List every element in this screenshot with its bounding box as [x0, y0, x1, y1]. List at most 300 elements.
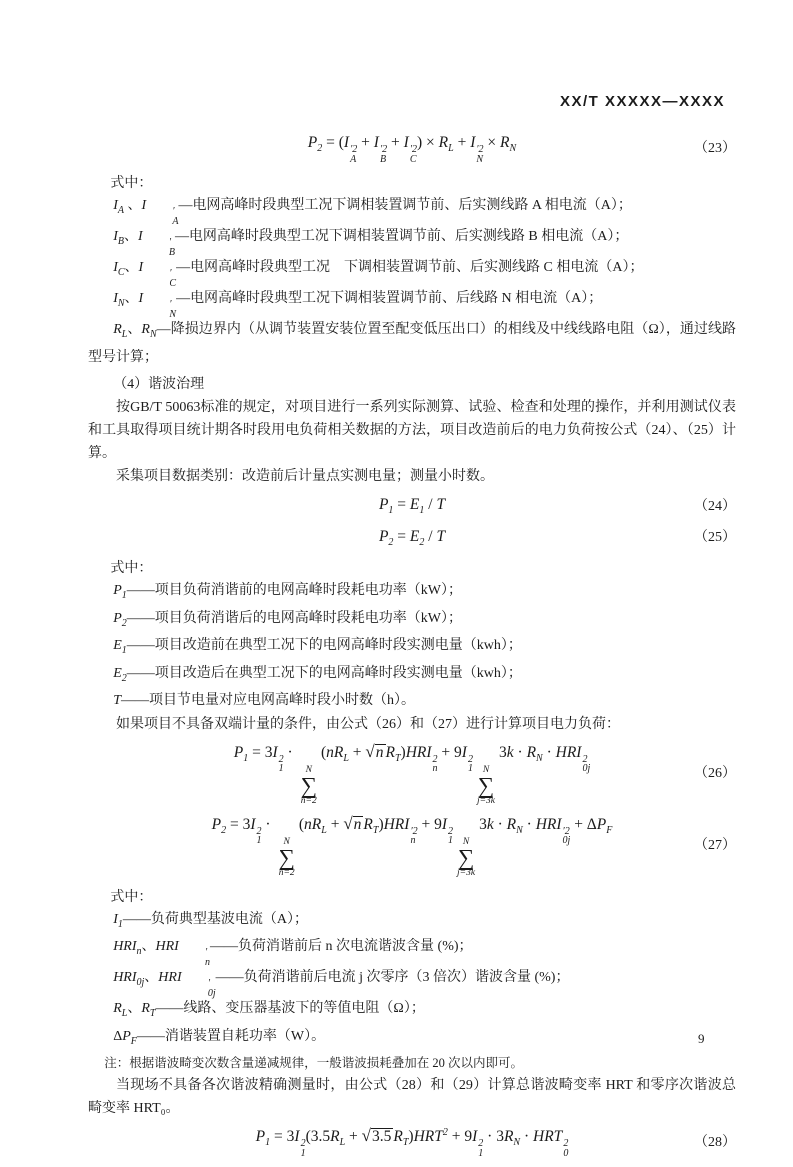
math-token: P [211, 815, 222, 833]
definition-description: ——项目负荷消谐前的电网高峰时段耗电功率（kW）； [126, 583, 462, 598]
subscript: n [432, 763, 438, 774]
math-token: R [363, 815, 373, 833]
definition-term [113, 198, 179, 227]
math-token: nR [326, 743, 344, 761]
math-token: × [483, 134, 501, 151]
superscript: 2 [563, 1138, 569, 1149]
page-number: 9 [698, 1031, 705, 1046]
math-token: I [373, 134, 379, 151]
math-token: (3.5 [305, 1128, 331, 1145]
subscript: 1 [467, 763, 473, 774]
formula-28 [88, 1127, 736, 1158]
definition-term [113, 665, 127, 684]
math-token: I [138, 260, 144, 275]
subscript: 1 [478, 1147, 484, 1159]
subscript: N [476, 153, 484, 165]
definition-term [113, 583, 127, 601]
math-token: 、 [144, 970, 159, 985]
sigma-sum [278, 837, 294, 878]
subscript: 2 [419, 536, 425, 548]
subscript: 1 [419, 505, 425, 516]
superscript: 2 [278, 753, 284, 765]
subscript: B [379, 153, 387, 165]
sum-upper-limit: N [482, 764, 490, 775]
formula-number: （23） [694, 140, 736, 156]
radical-sign: √ [365, 741, 375, 761]
superscript: ′ [168, 237, 172, 248]
subscript: N [149, 329, 157, 340]
radical-sign: √ [361, 1126, 371, 1145]
math-token: = [393, 527, 410, 545]
paragraph: 按GB/T 50063标准的规定，对项目进行一系列实际测算、试验、检查和处理的操作，并利用测试仪表和工具取得项目统计期各时段用电负荷相关数据的方法，项目改造前后的电力负荷按公式（24）、（25）计算。 [88, 400, 736, 461]
formula-body [148, 815, 676, 878]
standard-code-header: XX/T XXXXX—XXXX [559, 93, 725, 110]
subscript: 2 [121, 617, 127, 629]
definition-term [113, 1028, 137, 1047]
sigma-sum [457, 837, 475, 878]
math-token: R [141, 1001, 150, 1016]
sum-lower-limit: n=2 [300, 795, 317, 806]
formula-25 [88, 527, 736, 550]
sum-upper-limit: N [462, 836, 470, 847]
note-line: 注：根据谐波畸变次数含量递减规律，一般谐波损耗叠加在 20 次以内即可。 [104, 1056, 524, 1070]
subscript: L [343, 752, 349, 764]
subscript: N [513, 1137, 521, 1148]
math-token: 、 [124, 260, 139, 275]
math-token: + [387, 134, 404, 151]
definition-description: —电网高峰时段典型工况下调相装置调节前、后线路 N 相电流（A）； [176, 291, 603, 306]
math-token: 、 [123, 229, 138, 244]
math-token: + 9 [417, 815, 442, 833]
math-token: I [113, 229, 118, 244]
formula-27 [88, 815, 736, 878]
math-token: R [393, 1128, 403, 1145]
where-label: 式中： [110, 889, 153, 905]
math-token: I [113, 198, 118, 213]
radical [362, 1128, 394, 1145]
math-token: · [283, 743, 297, 761]
subscript: 1 [265, 1137, 271, 1148]
math-token: R [500, 134, 510, 151]
definition-item [88, 226, 736, 257]
script-stack [467, 755, 473, 774]
definition-term [113, 911, 123, 930]
formula-number: （27） [694, 838, 736, 854]
subscript: 1 [243, 752, 249, 764]
math-token: P [255, 1128, 266, 1145]
math-token: P [113, 583, 122, 598]
script-stack [143, 300, 176, 319]
math-token: ( [320, 743, 327, 761]
subscript: N [169, 308, 177, 320]
script-stack [562, 827, 571, 846]
formula-number: （28） [694, 1134, 736, 1150]
math-token: HRI [155, 939, 179, 954]
superscript: ′ [205, 947, 208, 958]
math-token: E [409, 527, 420, 545]
subscript: B [117, 236, 124, 247]
script-stack [143, 238, 175, 257]
sigma-symbol: ∑ [477, 772, 495, 798]
math-token: 、 [141, 939, 156, 954]
math-token: 3 [499, 743, 507, 761]
definition-description: ——线路、变压器基波下的等值电阻（Ω）； [155, 1001, 425, 1016]
subscript: 2 [317, 143, 323, 154]
math-token: P [307, 134, 318, 151]
subscript: L [121, 1008, 128, 1019]
subscript: 1 [121, 645, 127, 656]
math-token: HRI [158, 970, 182, 985]
math-token: P [113, 610, 122, 626]
script-stack [179, 948, 210, 967]
math-token: ) × [417, 134, 439, 151]
subscript: 1 [278, 763, 284, 774]
subscript: 0j [207, 987, 216, 999]
sum-lower-limit: j=3k [476, 795, 495, 806]
math-token: R [506, 815, 517, 833]
superscript: 2 [432, 753, 438, 765]
definition-description: —电网高峰时段典型工况下调相装置调节前、后实测线路 B 相电流（A）； [174, 229, 629, 244]
math-token: + [345, 1128, 362, 1145]
math-token: HRI [405, 743, 432, 761]
formula-number: （24） [694, 498, 736, 514]
subscript: L [339, 1137, 346, 1148]
math-token: + [453, 134, 471, 151]
math-token: · 3 [483, 1128, 504, 1145]
sigma-sum [477, 765, 495, 806]
subscript: 2 [388, 536, 394, 548]
definition-term [113, 693, 121, 708]
superscript: ′ [207, 978, 210, 989]
definition-description: —电网高峰时段典型工况下调相装置调节前、后实测线路 A 相电流（A）； [178, 198, 632, 213]
definition-description: ——负荷消谐前后 n 次电流谐波含量 (%)； [210, 939, 473, 954]
math-token: 、 [127, 322, 142, 337]
script-stack [447, 827, 453, 846]
where-label: 式中： [110, 176, 153, 191]
math-token: 、 [124, 291, 139, 306]
superscript: ′2 [350, 144, 358, 155]
radical-sign: √ [343, 813, 353, 833]
math-token: k [486, 815, 494, 833]
formula-number: （26） [694, 766, 736, 782]
radicand: 3.5 [371, 1128, 392, 1145]
definition-item [88, 909, 736, 937]
math-token: I [113, 911, 118, 927]
math-token: = 3 [226, 815, 251, 833]
math-token: 、 [123, 198, 142, 213]
math-token: + [357, 134, 374, 151]
superscript: 2 [467, 753, 473, 765]
sigma-symbol: ∑ [278, 844, 295, 870]
section-heading: （4）谐波治理 [113, 377, 205, 392]
subscript: C [409, 153, 417, 165]
subscript: n [136, 946, 142, 957]
formula-body [148, 1127, 676, 1158]
subscript: T [394, 752, 401, 764]
superscript: 2 [442, 1127, 448, 1138]
subscript: L [321, 824, 327, 836]
math-token: E [113, 638, 122, 653]
math-token: I [113, 291, 118, 306]
math-token: + [348, 743, 366, 761]
math-token: T [436, 527, 446, 545]
definition-description: ——负荷消谐前后电流 j 次零序（3 倍次）谐波含量 (%)； [215, 970, 570, 985]
math-token: ) [408, 1128, 414, 1145]
subscript: L [121, 329, 128, 340]
definition-description: ——消谐装置自耗功率（W）。 [136, 1028, 326, 1044]
subscript: 1 [300, 1147, 306, 1159]
definition-term [113, 1001, 156, 1019]
script-stack [146, 207, 178, 226]
definition-item [88, 998, 736, 1026]
definition-term [113, 260, 177, 289]
math-token: I [137, 229, 143, 244]
superscript: ′2 [562, 825, 570, 837]
superscript: ′2 [476, 144, 484, 155]
subscript: N [516, 824, 523, 836]
math-token: R [141, 322, 150, 337]
definition-description: ——项目节电量对应电网高峰时段小时数（h）。 [120, 693, 415, 708]
subscript: 1 [256, 835, 262, 846]
sum-lower-limit: n=2 [278, 867, 295, 878]
paragraph: 采集项目数据类别：改造前后计量点实测电量；测量小时数。 [116, 469, 494, 484]
math-token: = 3 [270, 1128, 295, 1145]
subscript: L [448, 143, 454, 154]
math-token: R [526, 743, 537, 761]
superscript: ′2 [409, 144, 417, 155]
definition-description: —电网高峰时段典型工况 下调相装置调节前、后实测线路 C 相电流（A）； [176, 260, 644, 275]
math-token: HRI [555, 743, 582, 761]
definition-item [88, 967, 736, 998]
subscript: B [168, 246, 175, 258]
formula-26 [88, 743, 736, 806]
superscript: 2 [478, 1138, 484, 1149]
math-token: P [233, 743, 244, 761]
math-token: Δ [113, 1028, 123, 1044]
paragraph: 当现场不具备各次谐波精确测量时，由公式（28）和（29）计算总谐波畸变率 HRT 和零序次谐波总畸变率 HRT₀。 [88, 1078, 736, 1116]
math-token: = 3 [248, 743, 273, 761]
sigma-symbol: ∑ [300, 772, 317, 798]
subscript: 0j [582, 763, 591, 774]
definition-description: ——项目改造后在典型工况下的电网高峰时段实测电量（kwh）； [126, 665, 522, 681]
formula-23 [88, 133, 736, 164]
math-token: = [393, 496, 410, 513]
math-token: · [542, 743, 556, 761]
superscript: ′ [169, 268, 172, 279]
math-token: T [113, 693, 121, 708]
math-token: P [596, 815, 607, 833]
superscript: ′ [169, 299, 172, 310]
math-token: HRT [413, 1128, 443, 1145]
superscript: ′2 [379, 144, 388, 155]
definition-item [88, 936, 736, 967]
subscript: n [410, 835, 416, 846]
script-stack [475, 145, 483, 164]
subscript: N [509, 143, 517, 154]
script-stack [182, 979, 216, 998]
subscript: C [117, 267, 125, 278]
math-token: I [294, 1128, 300, 1145]
math-token: R [438, 134, 449, 151]
superscript: 2 [256, 825, 262, 837]
superscript: 2 [300, 1138, 306, 1149]
script-stack [409, 145, 417, 164]
definition-item [88, 580, 736, 608]
math-token: HRT [533, 1128, 563, 1145]
definition-item [88, 1026, 736, 1054]
definition-item [88, 635, 736, 663]
formula-24 [88, 495, 736, 518]
math-token: HRI [113, 939, 137, 954]
math-token: R [503, 1128, 514, 1145]
math-token: I [138, 291, 144, 306]
subscript: N [536, 752, 543, 764]
definition-item [88, 663, 736, 691]
definition-term [113, 291, 177, 320]
definition-item [88, 257, 736, 288]
math-token: I [343, 134, 350, 151]
math-token: R [113, 1001, 122, 1016]
math-token: HRI [113, 970, 137, 985]
definition-term [113, 322, 157, 340]
radicand: n [375, 743, 384, 761]
math-token: · [261, 815, 275, 833]
paragraph: 如果项目不具备双端计量的条件，由公式（26）和（27）进行计算项目电力负荷： [116, 716, 620, 732]
math-token: HRI [383, 815, 410, 833]
math-token: nR [304, 815, 322, 833]
subscript: C [169, 277, 177, 289]
subscript: n [205, 956, 211, 968]
math-token: · [520, 1128, 534, 1145]
definition-term [113, 970, 216, 999]
definition-item [88, 690, 736, 713]
definition-description: ——项目改造前在典型工况下的电网高峰时段实测电量（kwh）； [126, 638, 522, 653]
subscript: A [172, 215, 179, 227]
subscript: 2 [121, 672, 127, 684]
script-stack [143, 269, 176, 288]
math-token: I [141, 198, 147, 213]
math-token: / [424, 527, 437, 545]
math-token: HRI [535, 815, 562, 833]
formula-number: （25） [694, 530, 736, 545]
definition-item [88, 319, 736, 369]
math-token: + [326, 815, 344, 833]
math-token: + 9 [437, 743, 462, 761]
formula-body [148, 743, 676, 806]
math-token: P [378, 496, 389, 513]
formula-body [148, 527, 676, 550]
math-token: P [122, 1028, 131, 1044]
formula-body [148, 495, 676, 518]
definition-term [113, 638, 127, 656]
subscript: T [402, 1137, 409, 1148]
math-token: I [470, 134, 476, 151]
math-token: · [522, 815, 536, 833]
document-body [88, 126, 736, 1167]
script-stack [562, 1139, 568, 1158]
math-token: I [461, 743, 467, 761]
definition-term [113, 939, 211, 968]
subscript: A [117, 205, 124, 216]
sum-upper-limit: N [305, 764, 312, 775]
math-token: · [493, 815, 507, 833]
math-token: ) [378, 815, 384, 833]
superscript: ′2 [410, 825, 418, 837]
math-token: P [378, 527, 389, 545]
math-token: ) [400, 743, 406, 761]
math-token: R [385, 743, 395, 761]
math-token: I [441, 815, 448, 833]
math-token: T [436, 496, 446, 513]
definition-item [88, 608, 736, 636]
subscript: 2 [221, 824, 227, 836]
math-token: R [113, 322, 122, 337]
math-token: 3 [479, 815, 487, 833]
math-token: I [403, 134, 409, 151]
math-token: ( [298, 815, 305, 833]
subscript: A [350, 153, 357, 165]
definition-item [88, 195, 736, 226]
definition-description: —降损边界内（从调节装置安装位置至配变低压出口）的相线及中线线路电阻（Ω），通过线路型号计算； [88, 322, 737, 365]
formula-body [148, 133, 676, 164]
subscript: T [372, 824, 379, 836]
definition-item [88, 288, 736, 319]
math-token: 、 [127, 1001, 142, 1016]
math-token: I [472, 1128, 478, 1145]
subscript: 0 [563, 1147, 569, 1159]
definition-term [113, 229, 175, 258]
math-token: I [272, 743, 278, 761]
superscript: ′ [172, 206, 175, 217]
subscript: N [117, 298, 125, 309]
math-token: I [113, 260, 118, 275]
subscript: F [606, 824, 613, 836]
superscript: 2 [448, 825, 454, 837]
subscript: T [149, 1008, 156, 1019]
script-stack [379, 145, 387, 164]
superscript: 2 [582, 753, 588, 765]
script-stack [409, 827, 417, 846]
definition-description: ——负荷典型基波电流（A）； [122, 911, 308, 927]
math-token: · [513, 743, 527, 761]
sigma-sum [301, 765, 317, 806]
subscript: 1 [121, 590, 127, 601]
math-token: / [424, 496, 437, 513]
sum-lower-limit: j=3k [457, 867, 476, 878]
radicand: n [353, 815, 362, 833]
sum-upper-limit: N [283, 836, 290, 847]
subscript: 1 [448, 835, 454, 846]
math-token: E [409, 496, 420, 513]
subscript: 0j [136, 977, 145, 988]
math-token: + Δ [570, 815, 597, 833]
subscript: 1 [117, 918, 123, 930]
where-label: 式中： [110, 561, 153, 576]
math-token: I [250, 815, 256, 833]
definition-description: ——项目负荷消谐后的电网高峰时段耗电功率（kW）； [126, 610, 462, 626]
math-token: k [506, 743, 514, 761]
math-token: R [330, 1128, 340, 1145]
radical [343, 813, 363, 833]
math-token: = ( [322, 134, 344, 151]
sigma-symbol: ∑ [457, 844, 475, 870]
subscript: 1 [388, 505, 394, 516]
definition-term [113, 610, 127, 629]
script-stack [581, 755, 590, 774]
radical [365, 741, 385, 761]
math-token: + 9 [447, 1128, 473, 1145]
subscript: F [130, 1035, 137, 1047]
